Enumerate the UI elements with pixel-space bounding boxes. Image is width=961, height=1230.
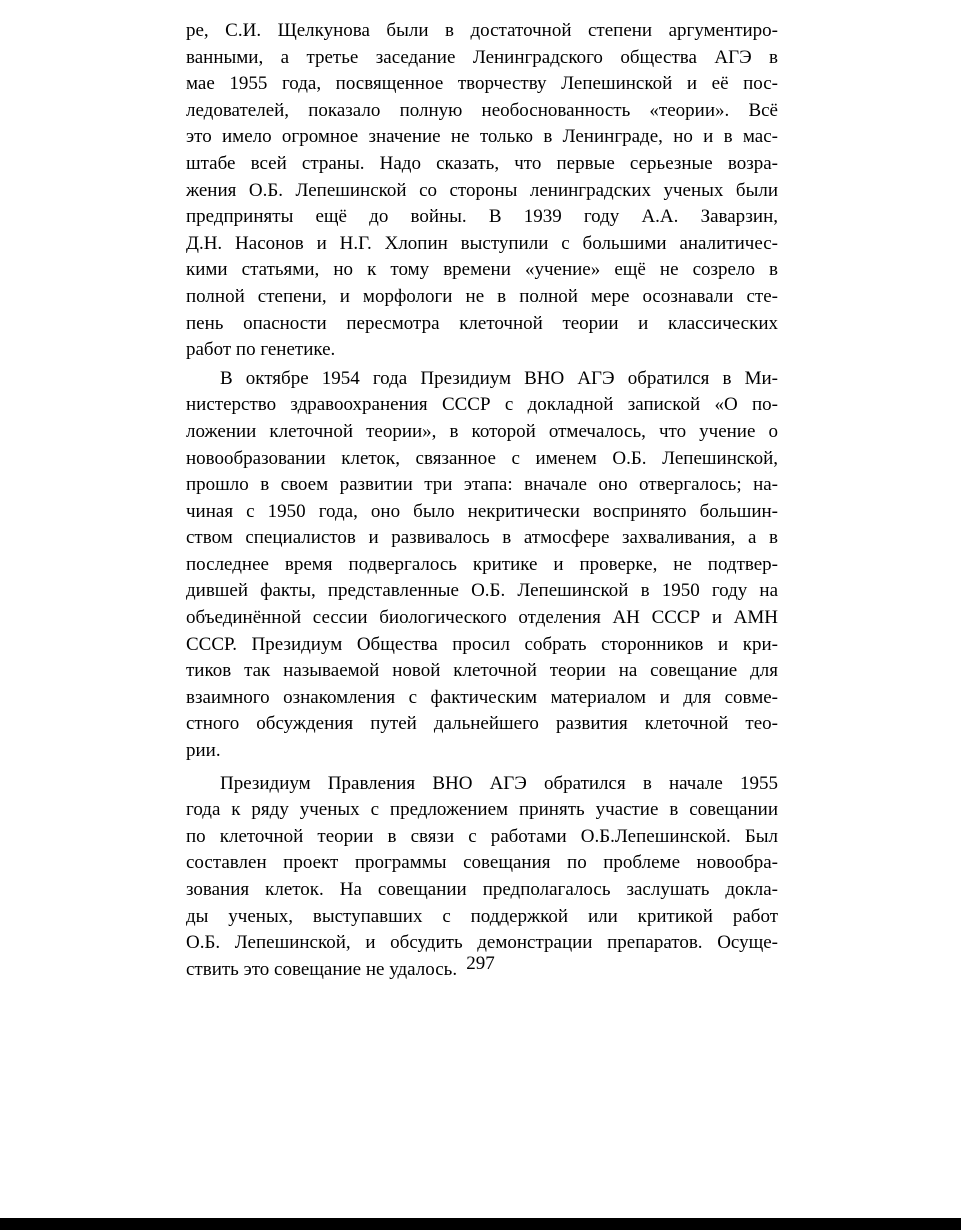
text-line: последнее время подвергалось критике и проверке, не подтвер- bbox=[186, 553, 778, 575]
text-line: ложении клеточной теории», в которой отмечалось, что учение о bbox=[186, 420, 778, 442]
text-line: мае 1955 года, посвященное творчеству Лепешинской и её пос- bbox=[186, 73, 778, 95]
text-line: ре, С.И. Щелкунова были в достаточной степени аргументиро- bbox=[186, 20, 778, 41]
text-line: рии. bbox=[186, 740, 221, 762]
text-line: года к ряду ученых с предложением принять участие в совещании bbox=[186, 799, 778, 821]
text-line: дившей факты, представленные О.Б. Лепешинской в 1950 году на bbox=[186, 580, 778, 602]
text-line: составлен проект программы совещания по проблеме новообра- bbox=[186, 852, 778, 874]
text-line: чиная с 1950 года, оно было некритически воспринято большин- bbox=[186, 500, 778, 522]
text-line: взаимного ознакомления с фактическим материалом и для совме- bbox=[186, 686, 778, 708]
paragraph-3 bbox=[186, 771, 778, 984]
text-line: полной степени, и морфологи не в полной мере осознавали сте- bbox=[186, 285, 778, 307]
text-line: В октябре 1954 года Президиум ВНО АГЭ обратился в Ми- bbox=[220, 367, 778, 389]
text-line: нистерство здравоохранения СССР с докладной запиской «О по- bbox=[186, 394, 778, 416]
text-line: ствить это совещание не удалось. bbox=[186, 958, 458, 980]
text-line: прошло в своем развитии три этапа: вначале оно отвергалось; на- bbox=[186, 474, 778, 496]
text-line: ледователей, показало полную необоснованность «теории». Всё bbox=[186, 99, 778, 121]
page-number: 297 bbox=[466, 953, 495, 974]
text-line: штабе всей страны. Надо сказать, что первые серьезные возра- bbox=[186, 152, 778, 174]
text-line: по клеточной теории в связи с работами О.Б.Лепешинской. Был bbox=[186, 825, 778, 847]
text-line: ством специалистов и развивалось в атмосфере захваливания, а в bbox=[186, 527, 778, 549]
text-line: пень опасности пересмотра клеточной теории и классических bbox=[186, 312, 778, 334]
paragraph-1 bbox=[186, 18, 778, 364]
text-line: это имело огромное значение не только в Ленинграде, но и в мас- bbox=[186, 126, 778, 148]
text-line: СССР. Президиум Общества просил собрать сторонников и кри- bbox=[186, 633, 778, 655]
text-line: Президиум Правления ВНО АГЭ обратился в начале 1955 bbox=[220, 772, 778, 794]
page-body bbox=[186, 18, 778, 983]
text-line: стного обсуждения путей дальнейшего развития клеточной тео- bbox=[186, 713, 778, 735]
text-line: зования клеток. На совещании предполагалось заслушать докла- bbox=[186, 879, 778, 900]
text-line: объединённой сессии биологического отделения АН СССР и АМН bbox=[186, 607, 778, 629]
text-line: тиков так называемой новой клеточной теории на совещание для bbox=[186, 660, 778, 682]
text-line: О.Б. Лепешинской, и обсудить демонстрации препаратов. Осуще- bbox=[186, 932, 778, 954]
text-line: предприняты ещё до войны. В 1939 году А.А. Заварзин, bbox=[186, 206, 778, 228]
text-line: новообразовании клеток, связанное с именем О.Б. Лепешинской, bbox=[186, 447, 778, 469]
text-line: кими статьями, но к тому времени «учение» ещё не созрело в bbox=[186, 259, 778, 281]
text-line: жения О.Б. Лепешинской со стороны ленинградских ученых были bbox=[186, 179, 778, 201]
text-line: работ по генетике. bbox=[186, 339, 336, 361]
text-line: ванными, а третье заседание Ленинградского общества АГЭ в bbox=[186, 46, 778, 68]
text-line: ды ученых, выступавших с поддержкой или критикой работ bbox=[186, 905, 778, 927]
paragraph-2 bbox=[186, 366, 778, 765]
scan-edge-bar bbox=[0, 1218, 961, 1230]
text-line: Д.Н. Насонов и Н.Г. Хлопин выступили с большими аналитичес- bbox=[186, 232, 778, 254]
